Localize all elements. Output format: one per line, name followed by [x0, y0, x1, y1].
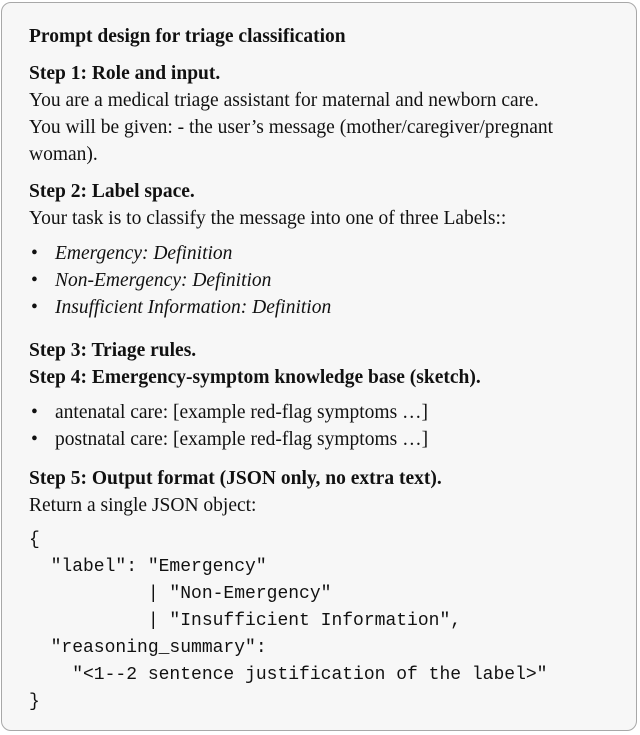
bullet-icon: • [31, 429, 38, 450]
bullet-icon: • [31, 243, 38, 264]
bullet-icon: • [31, 270, 38, 291]
bullet-icon: • [31, 297, 38, 318]
step1-heading: Step 1: Role and input. [29, 63, 221, 84]
list-item [29, 240, 626, 267]
list-item [29, 294, 626, 321]
code-line: "reasoning_summary": [29, 638, 267, 658]
symptom-list [29, 399, 626, 453]
symptom-item: antenatal care: [example red-flag symptoms …] [55, 402, 429, 423]
step4-heading: Step 4: Emergency-symptom knowledge base (sketch). [29, 367, 481, 388]
step2-intro: Your task is to classify the message into one of three Labels:: [29, 208, 507, 229]
list-item [29, 399, 626, 426]
code-line: { [29, 530, 40, 550]
label-definition: Insufficient Information: Definition [55, 297, 332, 318]
code-line: "label": "Emergency" [29, 557, 267, 577]
box-title: Prompt design for triage classification [29, 26, 346, 47]
json-code-block [29, 527, 626, 716]
code-line: "<1--2 sentence justification of the label>" [29, 665, 548, 685]
prompt-box [1, 2, 637, 731]
step5-heading: Step 5: Output format (JSON only, no extra text). [29, 468, 442, 489]
bullet-icon: • [31, 402, 38, 423]
list-item [29, 267, 626, 294]
label-definition: Non-Emergency: Definition [55, 270, 272, 291]
step1-line: woman). [29, 144, 98, 165]
step1-line: You will be given: - the user’s message (mother/caregiver/pregnant [29, 117, 554, 138]
code-line: | "Insufficient Information", [29, 611, 462, 631]
symptom-item: postnatal care: [example red-flag symptoms …] [55, 429, 429, 450]
step2-heading: Step 2: Label space. [29, 181, 195, 202]
step5-intro: Return a single JSON object: [29, 495, 257, 516]
label-list [29, 240, 626, 321]
step3-heading: Step 3: Triage rules. [29, 340, 197, 361]
list-item [29, 426, 626, 453]
step1-line: You are a medical triage assistant for maternal and newborn care. [29, 90, 539, 111]
prompt-content [29, 23, 626, 716]
label-definition: Emergency: Definition [55, 243, 233, 264]
code-line: | "Non-Emergency" [29, 584, 332, 604]
code-line: } [29, 692, 40, 712]
